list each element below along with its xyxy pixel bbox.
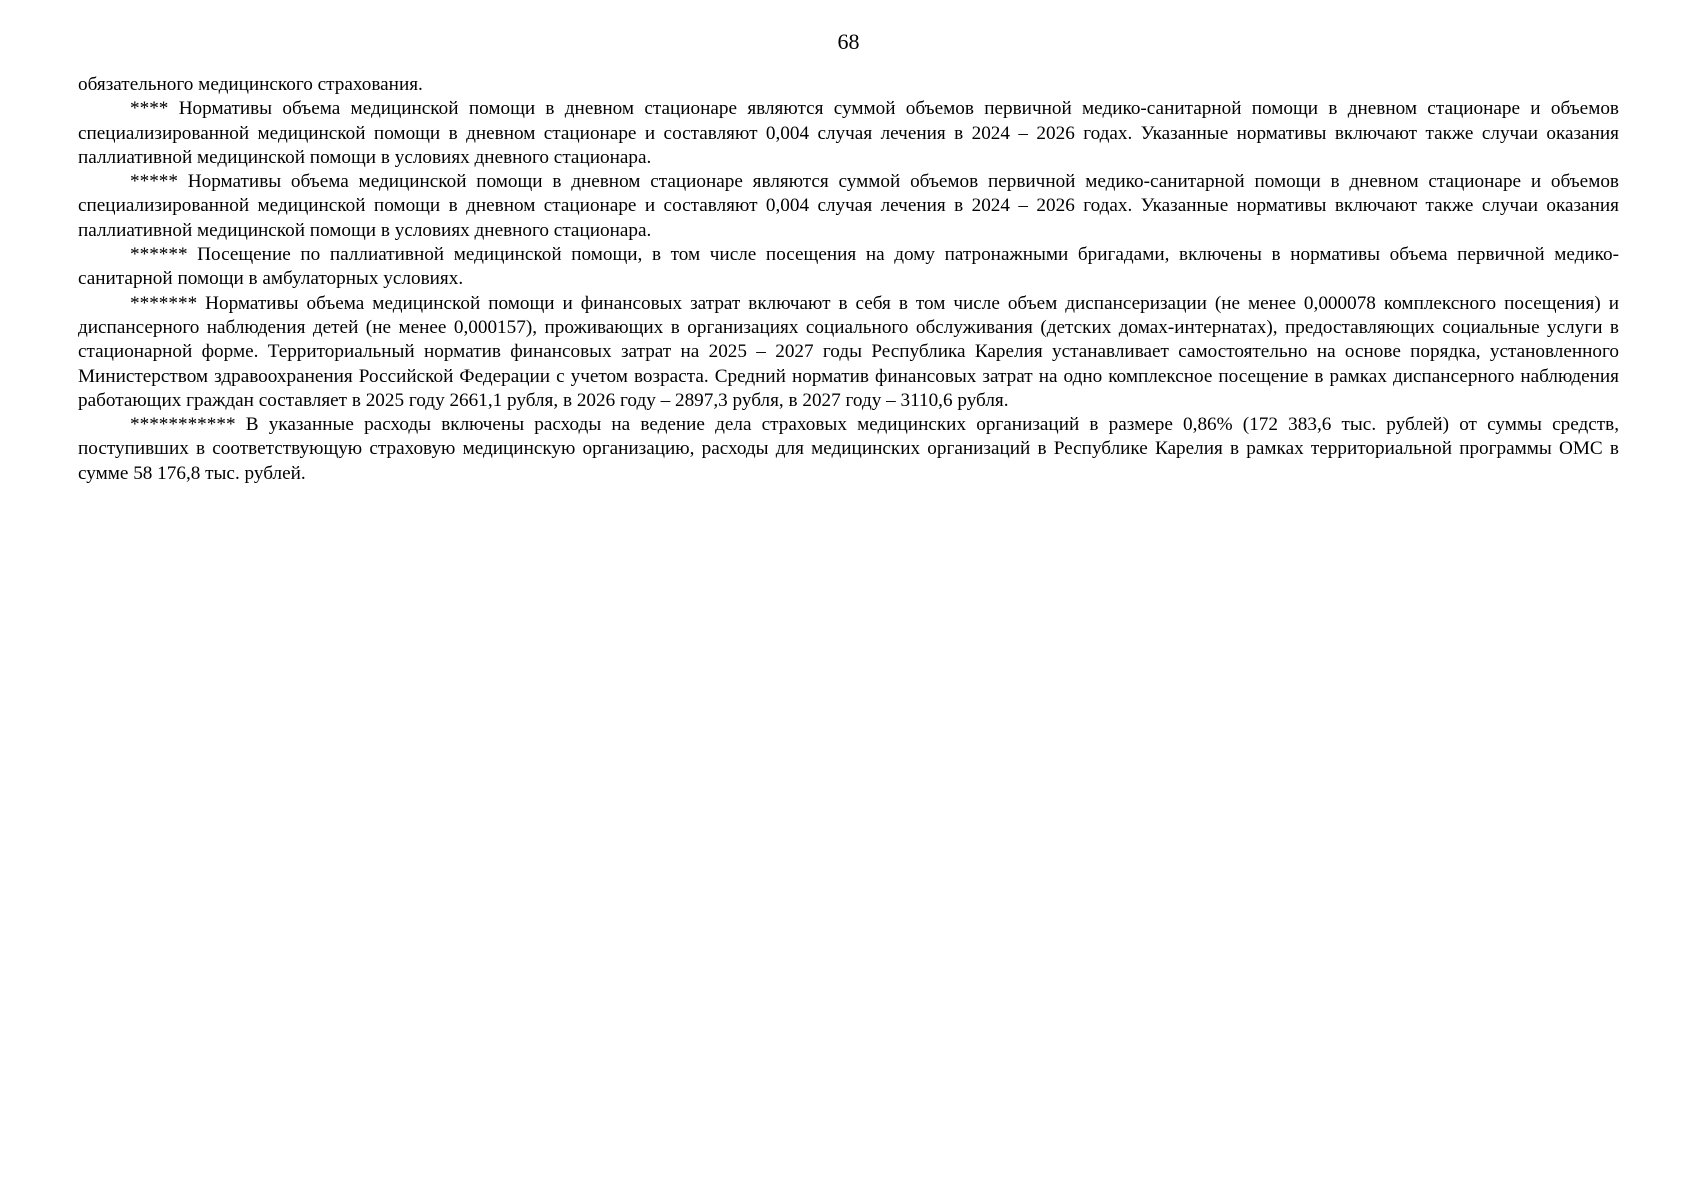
footnote-5-stars: ***** Нормативы объема медицинской помощи в дневном стационаре являются суммой объемов первичной медико-санитарной помощи в дневном стационаре и объемов специализированной медицинской помощи в дневном стационаре и составляют 0,004 случая лечения в 2024 – 2026 годах. Указанные нормативы включают также случаи оказания паллиативной медицинской помощи в условиях дневного стационара. [78,171,1619,241]
footnote-6-stars: ****** Посещение по паллиативной медицинской помощи, в том числе посещения на дому патронажными бригадами, включены в нормативы объема первичной медико-санитарной помощи в амбулаторных условиях. [78,244,1619,290]
footnotes-section [78,73,1619,486]
page-number: 68 [837,29,860,54]
footnote-4-stars: **** Нормативы объема медицинской помощи в дневном стационаре являются суммой объемов первичной медико-санитарной помощи в дневном стационаре и объемов специализированной медицинской помощи в дневном стационаре и составляют 0,004 случая лечения в 2024 – 2026 годах. Указанные нормативы включают также случаи оказания паллиативной медицинской помощи в условиях дневного стационара. [78,98,1619,168]
footnote-11-stars: *********** В указанные расходы включены расходы на ведение дела страховых медицинских организаций в размере 0,86% (172 383,6 тыс. рублей) от суммы средств, поступивших в соответствующую страховую медицинскую организацию, расходы для медицинских организаций в Республике Карелия в рамках территориальной программы ОМС в сумме 58 176,8 тыс. рублей. [78,414,1619,484]
continuation-paragraph: обязательного медицинского страхования. [78,74,423,95]
footnote-7-stars: ******* Нормативы объема медицинской помощи и финансовых затрат включают в себя в том числе объем диспансеризации (не менее 0,000078 комплексного посещения) и диспансерного наблюдения детей (не менее 0,000157), проживающих в организациях социального обслуживания (детских домах-интернатах), предоставляющих социальные услуги в стационарной форме. Территориальный норматив финансовых затрат на 2025 – 2027 годы Республика Карелия устанавливает самостоятельно на основе порядка, установленного Министерством здравоохранения Российской Федерации с учетом возраста. Средний норматив финансовых затрат на одно комплексное посещение в рамках диспансерного наблюдения работающих граждан составляет в 2025 году 2661,1 рубля, в 2026 году – 2897,3 рубля, в 2027 году – 3110,6 рубля. [78,292,1619,411]
